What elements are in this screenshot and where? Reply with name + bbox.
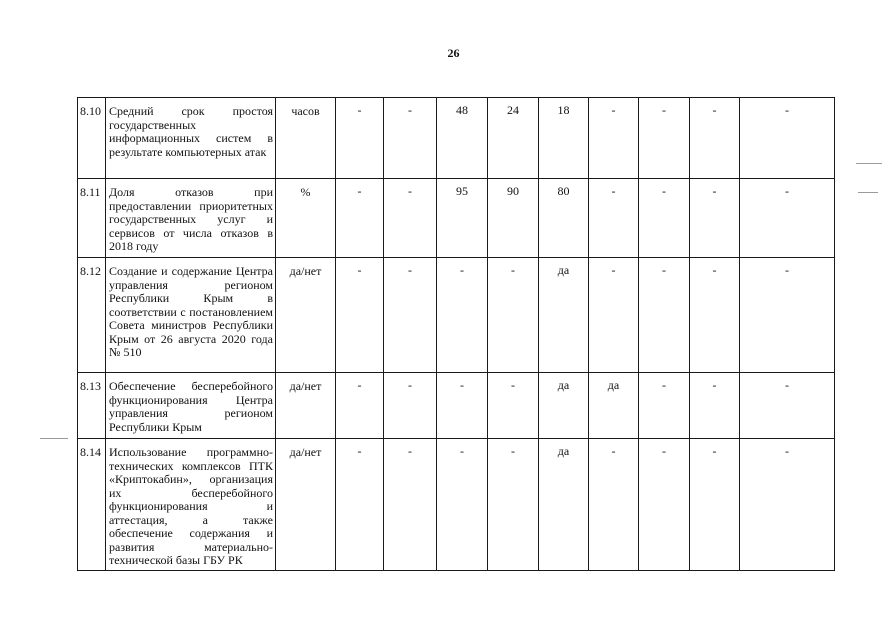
row-value: - — [690, 258, 740, 373]
row-value: - — [589, 98, 639, 179]
row-value: да — [589, 373, 639, 439]
row-description: Обеспечение бесперебойного функционирования Центра управления регионом Республики Крым — [106, 373, 276, 439]
row-description: Доля отказов при предоставлении приоритетных государственных услуг и сервисов от числа отказов в 2018 году — [106, 179, 276, 258]
row-value: - — [639, 439, 690, 571]
row-value: - — [690, 98, 740, 179]
row-unit: часов — [276, 98, 336, 179]
row-value: - — [384, 98, 437, 179]
row-unit: да/нет — [276, 258, 336, 373]
table-row — [78, 258, 835, 373]
row-value: - — [336, 373, 384, 439]
row-value: 24 — [488, 98, 539, 179]
row-value: - — [639, 258, 690, 373]
page-number: 26 — [447, 46, 460, 60]
row-value: - — [740, 258, 835, 373]
row-value: 95 — [437, 179, 488, 258]
row-number: 8.14 — [78, 439, 106, 571]
row-description: Создание и содержание Центра управления регионом Республики Крым в соответствии с постановлением Совета министров Республики Крым от 26 августа 2020 года № 510 — [106, 258, 276, 373]
row-value: - — [488, 439, 539, 571]
row-value: - — [488, 373, 539, 439]
row-value: - — [589, 439, 639, 571]
row-value: да — [539, 439, 589, 571]
scan-mark — [856, 163, 882, 164]
row-number: 8.12 — [78, 258, 106, 373]
row-value: - — [740, 98, 835, 179]
row-value: - — [639, 98, 690, 179]
row-value: - — [384, 373, 437, 439]
table-row — [78, 439, 835, 571]
row-value: - — [437, 373, 488, 439]
row-description: Использование программно-технических комплексов ПТК «Криптокабин», организация их бесперебойного функционирования и аттестация, а также обеспечение содержания и развития материально-технической базы ГБУ РК — [106, 439, 276, 571]
row-value: 90 — [488, 179, 539, 258]
row-value: - — [639, 373, 690, 439]
row-value: - — [740, 373, 835, 439]
row-number: 8.13 — [78, 373, 106, 439]
row-value: - — [336, 98, 384, 179]
row-value: - — [639, 179, 690, 258]
row-value: да — [539, 258, 589, 373]
row-value: - — [740, 439, 835, 571]
indicators-table — [77, 97, 835, 571]
scan-mark — [40, 438, 68, 439]
row-unit: да/нет — [276, 373, 336, 439]
row-value: - — [336, 439, 384, 571]
row-unit: % — [276, 179, 336, 258]
row-value: - — [690, 179, 740, 258]
row-value: 18 — [539, 98, 589, 179]
row-value: - — [488, 258, 539, 373]
row-value: - — [589, 179, 639, 258]
row-value: - — [690, 439, 740, 571]
scan-mark — [858, 192, 878, 193]
row-value: - — [690, 373, 740, 439]
row-value: - — [336, 179, 384, 258]
row-number: 8.10 — [78, 98, 106, 179]
row-value: - — [384, 439, 437, 571]
row-value: - — [740, 179, 835, 258]
table-body — [78, 98, 835, 571]
row-value: да — [539, 373, 589, 439]
row-value: - — [384, 179, 437, 258]
table-row — [78, 373, 835, 439]
row-value: 80 — [539, 179, 589, 258]
row-value: - — [589, 258, 639, 373]
table-row — [78, 98, 835, 179]
row-value: - — [336, 258, 384, 373]
row-value: - — [437, 258, 488, 373]
row-value: 48 — [437, 98, 488, 179]
row-unit: да/нет — [276, 439, 336, 571]
row-description: Средний срок простоя государственных информационных систем в результате компьютерных атак — [106, 98, 276, 179]
table-row — [78, 179, 835, 258]
row-value: - — [384, 258, 437, 373]
row-value: - — [437, 439, 488, 571]
row-number: 8.11 — [78, 179, 106, 258]
